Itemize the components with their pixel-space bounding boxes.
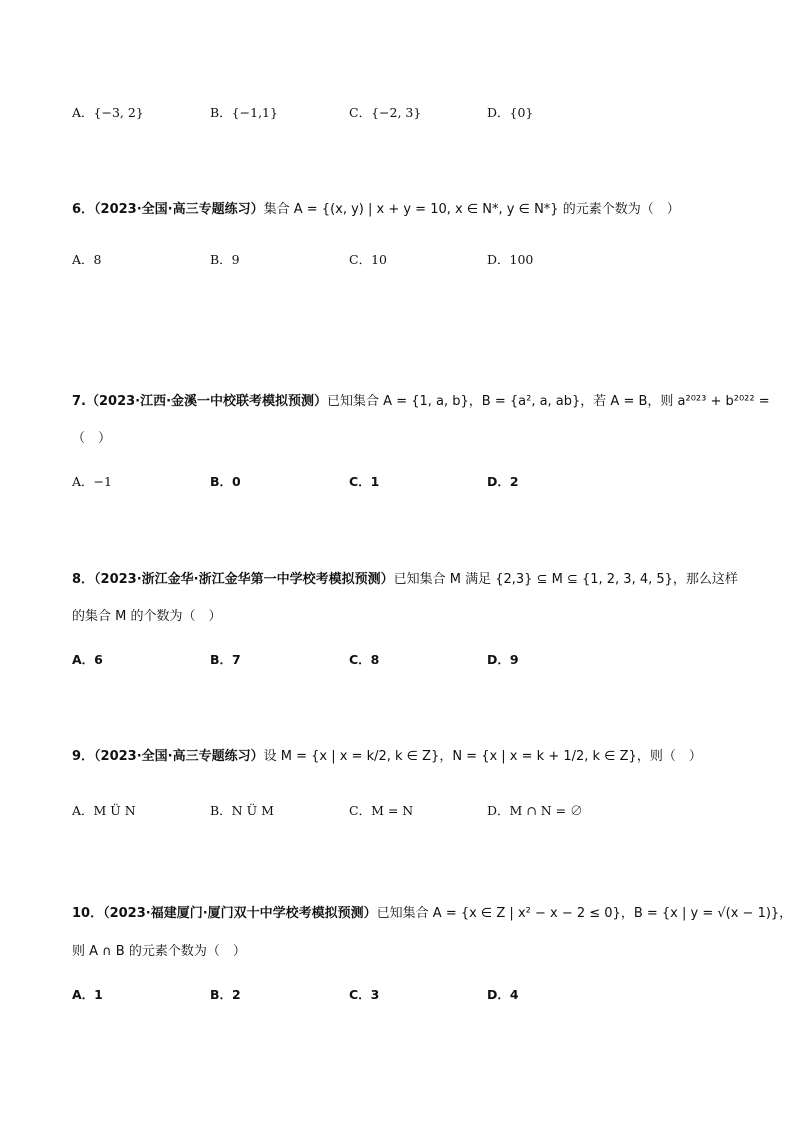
q8-stem xyxy=(72,568,738,587)
q7-source: （2023·江西·金溪一中校联考模拟预测） xyxy=(85,394,328,409)
q10-option-b: B．2 xyxy=(210,987,241,1002)
q10-option-a: A．1 xyxy=(72,987,103,1002)
q7-option-c: C．1 xyxy=(349,474,380,489)
q6-source: （2023·全国·高三专题练习） xyxy=(94,202,264,217)
q7-option-a: A．−1 xyxy=(72,474,112,489)
q10-stem xyxy=(72,902,792,921)
q10-source: （2023·福建厦门·厦门双十中学校考模拟预测） xyxy=(103,906,377,921)
q6-option-a: A．8 xyxy=(72,252,102,267)
q10-text: 已知集合 A = {x ∈ Z | x² − x − 2 ≤ 0}，B = {x | y = √(x − 1)}， xyxy=(376,906,793,921)
q9-option-c: C．M = N xyxy=(349,803,414,818)
q5-option-b: B．{−1,1} xyxy=(210,105,278,120)
q8-option-d: D．9 xyxy=(487,652,519,667)
q6-option-d: D．100 xyxy=(487,252,534,267)
q6-option-c: C．10 xyxy=(349,252,387,267)
q9-stem xyxy=(72,745,702,764)
q9-source: （2023·全国·高三专题练习） xyxy=(94,749,264,764)
q7-option-b: B．0 xyxy=(210,474,241,489)
q10-option-d: D．4 xyxy=(487,987,519,1002)
q8-text: 已知集合 M 满足 {2,3} ⊆ M ⊆ {1, 2, 3, 4, 5}，那么这样 xyxy=(393,572,738,587)
q8-option-b: B．7 xyxy=(210,652,241,667)
q7-stem-continued: （ ） xyxy=(72,431,112,446)
q5-option-d: D．{0} xyxy=(487,105,534,120)
q6-text: 集合 A = {(x, y) | x + y = 10, x ∈ N*, y ∈ N*} 的元素个数为（ ） xyxy=(263,202,680,217)
q6-option-b: B．9 xyxy=(210,252,240,267)
q8-option-a: A．6 xyxy=(72,652,103,667)
q8-source: （2023·浙江金华·浙江金华第一中学校考模拟预测） xyxy=(94,572,394,587)
q10-number: 10． xyxy=(72,906,104,921)
q9-number: 9． xyxy=(72,749,95,764)
q8-stem-continued: 的集合 M 的个数为（ ） xyxy=(72,609,222,624)
q10-option-c: C．3 xyxy=(349,987,380,1002)
q5-option-a: A．{−3, 2} xyxy=(72,105,144,120)
q10-stem-continued: 则 A ∩ B 的元素个数为（ ） xyxy=(72,944,246,959)
q7-stem xyxy=(72,390,770,409)
q9-option-d: D．M ∩ N = ∅ xyxy=(487,803,583,818)
q9-option-a: A．M Ü N xyxy=(72,803,136,818)
q8-option-c: C．8 xyxy=(349,652,380,667)
q6-stem xyxy=(72,198,680,217)
q5-option-c: C．{−2, 3} xyxy=(349,105,422,120)
q7-number: 7. xyxy=(72,394,86,409)
q8-number: 8． xyxy=(72,572,95,587)
q9-text: 设 M = {x | x = k/2, k ∈ Z}，N = {x | x = k + 1/2, k ∈ Z}，则（ ） xyxy=(263,749,702,764)
q6-number: 6． xyxy=(72,202,95,217)
q9-option-b: B．N Ü M xyxy=(210,803,274,818)
q7-text: 已知集合 A = {1, a, b}，B = {a², a, ab}，若 A = B，则 a²⁰²³ + b²⁰²² = xyxy=(327,394,770,409)
q7-option-d: D．2 xyxy=(487,474,519,489)
